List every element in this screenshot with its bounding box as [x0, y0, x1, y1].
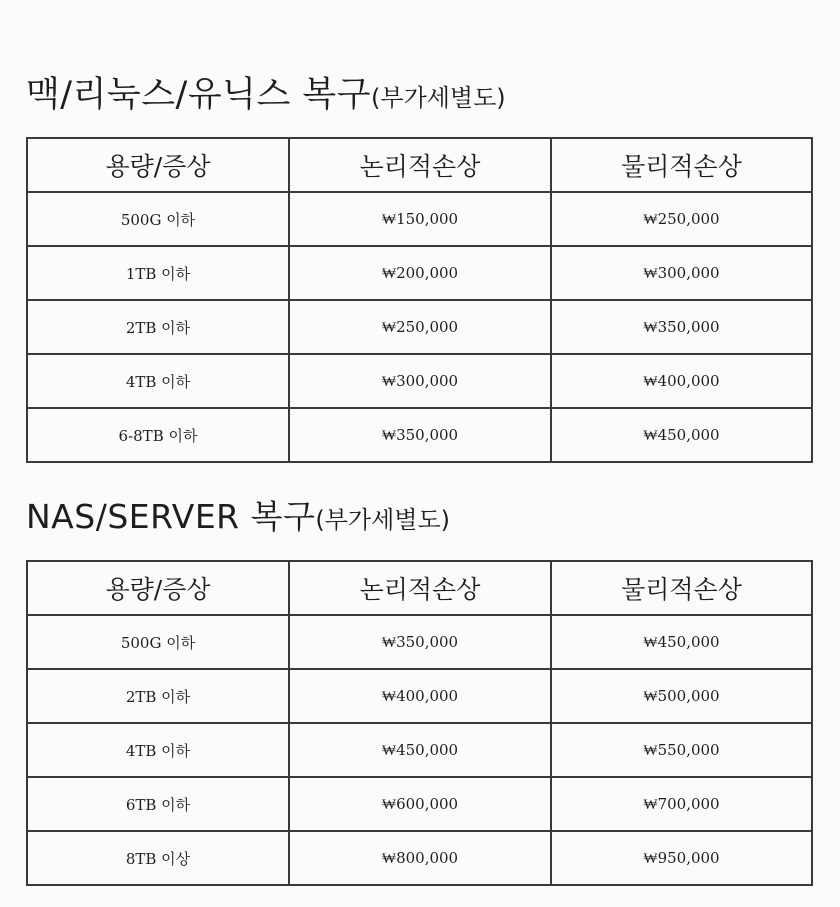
physical-price-cell: ₩950,000 — [551, 831, 812, 885]
table-header-row — [27, 561, 812, 615]
table-row — [27, 192, 812, 246]
physical-price-cell: ₩550,000 — [551, 723, 812, 777]
logical-price-cell: ₩300,000 — [289, 354, 551, 408]
logical-price-cell: ₩450,000 — [289, 723, 551, 777]
section-title-mac-linux-unix — [26, 75, 506, 115]
capacity-cell: 500G 이하 — [27, 615, 289, 669]
section-title-text: NAS/SERVER 복구 — [26, 497, 316, 536]
capacity-cell: 4TB 이하 — [27, 723, 289, 777]
table-row — [27, 777, 812, 831]
physical-price-cell: ₩500,000 — [551, 669, 812, 723]
price-table-nas-server — [26, 560, 813, 886]
capacity-cell: 8TB 이상 — [27, 831, 289, 885]
header-capacity: 용량/증상 — [27, 138, 289, 192]
physical-price-cell: ₩450,000 — [551, 615, 812, 669]
section-title-text: 맥/리눅스/유닉스 복구 — [26, 75, 372, 115]
logical-price-cell: ₩350,000 — [289, 615, 551, 669]
physical-price-cell: ₩700,000 — [551, 777, 812, 831]
header-logical-damage: 논리적손상 — [289, 138, 551, 192]
table-row — [27, 831, 812, 885]
logical-price-cell: ₩150,000 — [289, 192, 551, 246]
table-header-row — [27, 138, 812, 192]
table-row — [27, 246, 812, 300]
price-table-mac-linux-unix — [26, 137, 813, 463]
section-title-nas-server — [26, 497, 451, 536]
logical-price-cell: ₩250,000 — [289, 300, 551, 354]
table-row — [27, 615, 812, 669]
table-row — [27, 669, 812, 723]
physical-price-cell: ₩250,000 — [551, 192, 812, 246]
logical-price-cell: ₩600,000 — [289, 777, 551, 831]
capacity-cell: 2TB 이하 — [27, 669, 289, 723]
logical-price-cell: ₩350,000 — [289, 408, 551, 462]
capacity-cell: 6-8TB 이하 — [27, 408, 289, 462]
logical-price-cell: ₩800,000 — [289, 831, 551, 885]
header-capacity: 용량/증상 — [27, 561, 289, 615]
capacity-cell: 1TB 이하 — [27, 246, 289, 300]
header-physical-damage: 물리적손상 — [551, 138, 812, 192]
vat-note: (부가세별도) — [371, 84, 506, 112]
physical-price-cell: ₩300,000 — [551, 246, 812, 300]
header-logical-damage: 논리적손상 — [289, 561, 551, 615]
table-row — [27, 300, 812, 354]
capacity-cell: 4TB 이하 — [27, 354, 289, 408]
header-physical-damage: 물리적손상 — [551, 561, 812, 615]
capacity-cell: 6TB 이하 — [27, 777, 289, 831]
table-row — [27, 408, 812, 462]
logical-price-cell: ₩400,000 — [289, 669, 551, 723]
logical-price-cell: ₩200,000 — [289, 246, 551, 300]
table-row — [27, 723, 812, 777]
physical-price-cell: ₩400,000 — [551, 354, 812, 408]
capacity-cell: 2TB 이하 — [27, 300, 289, 354]
physical-price-cell: ₩450,000 — [551, 408, 812, 462]
capacity-cell: 500G 이하 — [27, 192, 289, 246]
table-row — [27, 354, 812, 408]
vat-note: (부가세별도) — [315, 506, 451, 534]
physical-price-cell: ₩350,000 — [551, 300, 812, 354]
